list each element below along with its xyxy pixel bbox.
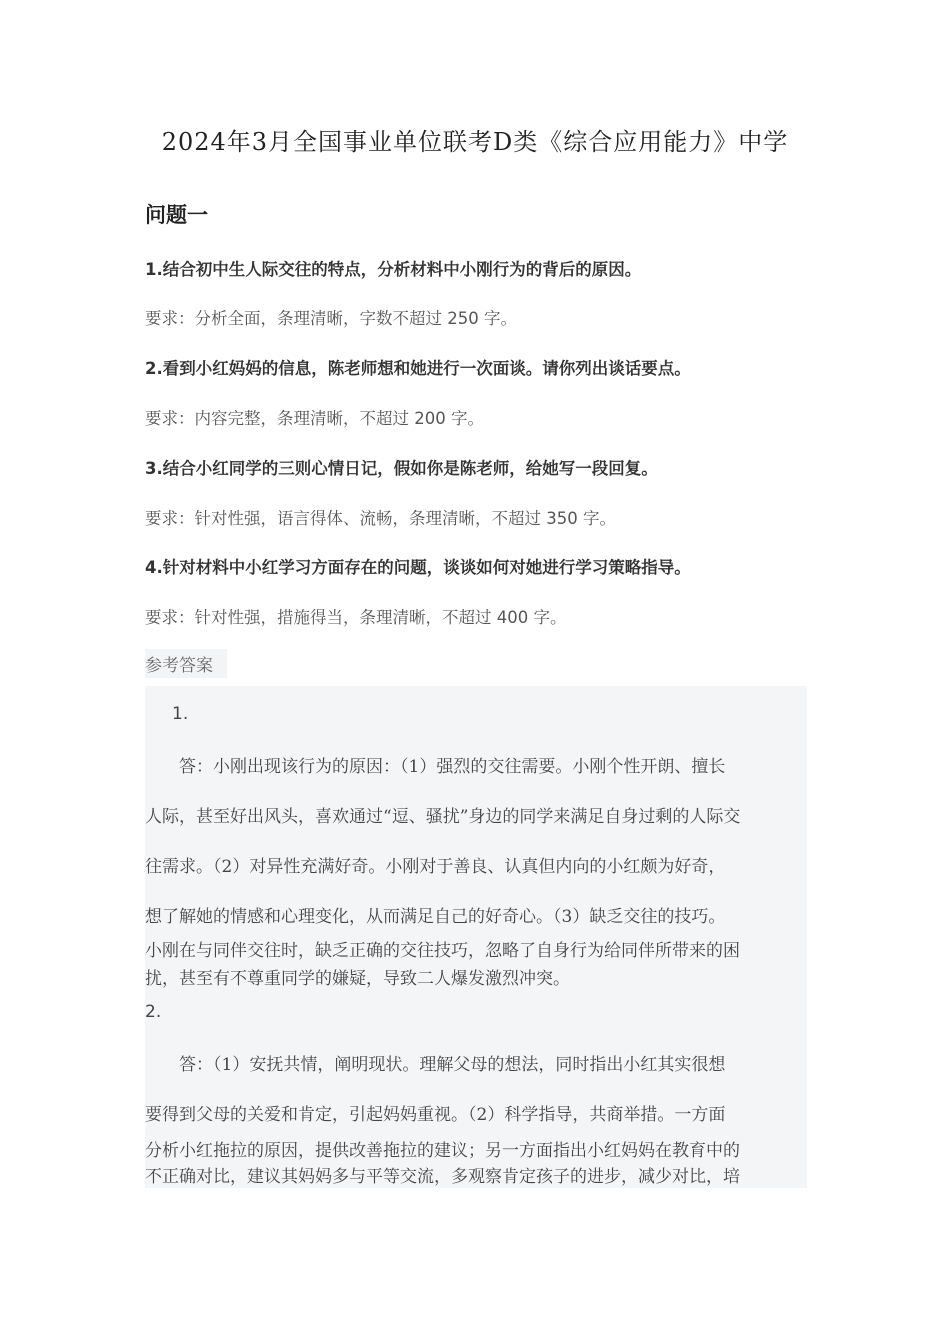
question-3: 3.结合小红同学的三则心情日记，假如你是陈老师，给她写一段回复。: [145, 459, 658, 478]
document-title: 2024年3月全国事业单位联考D类《综合应用能力》中学: [161, 128, 789, 156]
question-2-requirement: 要求：内容完整，条理清晰，不超过 200 字。: [145, 409, 484, 428]
question-4-requirement: 要求：针对性强，措施得当，条理清晰，不超过 400 字。: [145, 608, 567, 627]
answer-2-line: 分析小红拖拉的原因，提供改善拖拉的建议；另一方面指出小红妈妈在教育中的: [145, 1141, 740, 1161]
answer-1-line: 答：小刚出现该行为的原因：（1）强烈的交往需要。小刚个性开朗、擅长: [179, 757, 726, 777]
answer-1-line: 想了解她的情感和心理变化，从而满足自己的好奇心。（3）缺乏交往的技巧。: [145, 907, 726, 927]
answer-1-line: 往需求。（2）对异性充满好奇。小刚对于善良、认真但内向的小红颇为好奇，: [145, 857, 726, 877]
question-1: 1.结合初中生人际交往的特点，分析材料中小刚行为的背后的原因。: [145, 260, 642, 279]
question-3-requirement: 要求：针对性强，语言得体、流畅，条理清晰，不超过 350 字。: [145, 509, 616, 528]
question-2: 2.看到小红妈妈的信息，陈老师想和她进行一次面谈。请你列出谈话要点。: [145, 359, 691, 378]
answer-1-line: 小刚在与同伴交往时，缺乏正确的交往技巧，忽略了自身行为给同伴所带来的困: [145, 941, 740, 961]
answer-2-number: 2.: [145, 1002, 162, 1022]
answer-2-line: 要得到父母的关爱和肯定，引起妈妈重视。（2）科学指导，共商举措。一方面: [145, 1105, 726, 1125]
answer-2-line: 不正确对比，建议其妈妈多与平等交流，多观察肯定孩子的进步，减少对比，培: [145, 1167, 740, 1187]
answer-1-number: 1.: [172, 704, 189, 724]
reference-answer-label: 参考答案: [145, 649, 227, 678]
question-1-requirement: 要求：分析全面，条理清晰，字数不超过 250 字。: [145, 309, 517, 328]
answer-block: [145, 686, 807, 1188]
question-4: 4.针对材料中小红学习方面存在的问题，谈谈如何对她进行学习策略指导。: [145, 558, 691, 577]
answer-1-line: 人际，甚至好出风头，喜欢通过“逗、骚扰”身边的同学来满足自身过剩的人际交: [145, 807, 741, 827]
answer-2-line: 答：（1）安抚共情，阐明现状。理解父母的想法，同时指出小红其实很想: [179, 1055, 726, 1075]
section-heading: 问题一: [145, 203, 208, 227]
answer-1-line: 扰，甚至有不尊重同学的嫌疑，导致二人爆发激烈冲突。: [145, 969, 570, 989]
